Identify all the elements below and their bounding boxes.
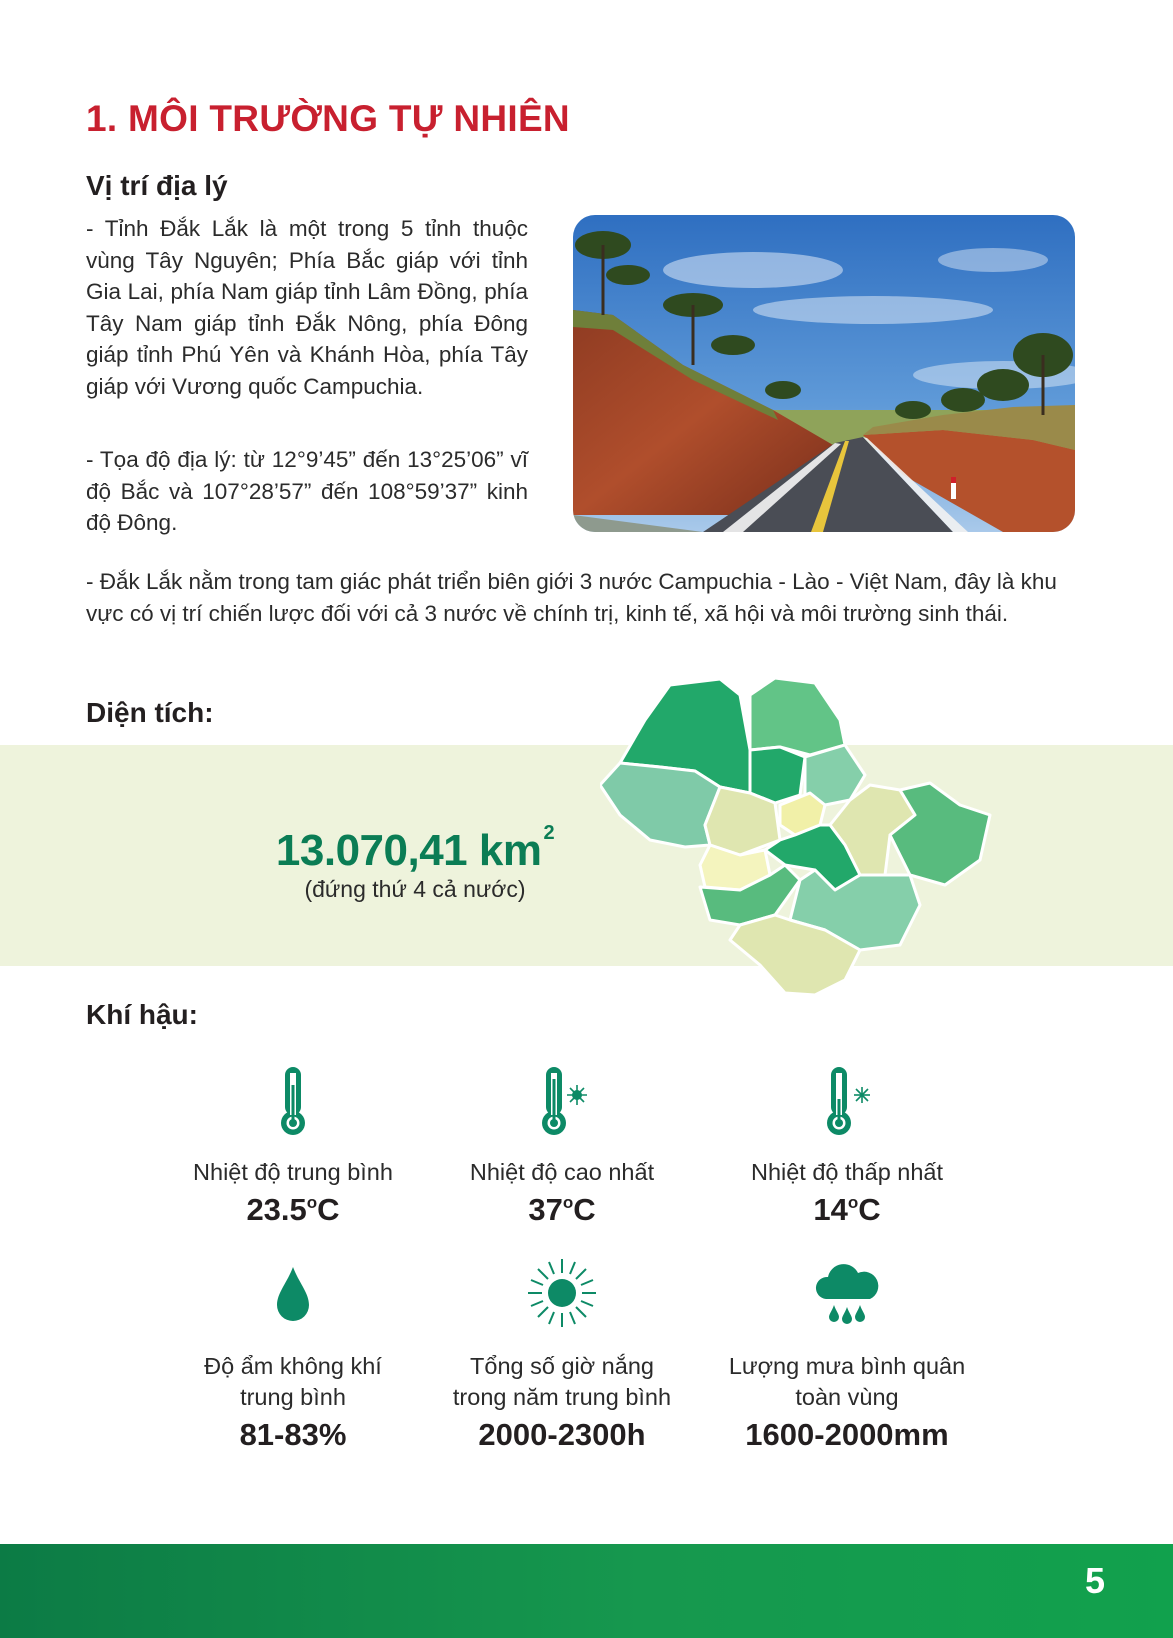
climate-heading: Khí hậu: [86,999,198,1030]
thermometer-sun-icon [532,1065,592,1137]
climate-stat-label: Nhiệt độ cao nhất [469,1159,655,1185]
road-photo-illustration [573,215,1075,532]
section-title: 1. MÔI TRƯỜNG TỰ NHIÊN [86,98,570,139]
area-value [230,822,600,876]
climate-stat-sunshine [412,1263,712,1453]
area-heading: Diện tích: [86,697,214,728]
climate-stat-label-line2: toàn vùng [795,1384,899,1410]
climate-stat-label-line1: Lượng mưa bình quân [728,1353,966,1379]
rain-cloud-icon [812,1263,882,1327]
map-district-north [750,678,845,755]
climate-stat-label-line1: Độ ẩm không khí [204,1353,382,1379]
climate-stat-rainfall [697,1263,997,1453]
climate-stat-label-line2: trung bình [240,1384,346,1410]
location-paragraph-triangle: - Đắk Lắk nằm trong tam giác phát triển biên giới 3 nước Campuchia - Lào - Việt Nam, đây là khu vực có vị trí chiến lược đối với cả 3 nước về chính trị, kinh tế, xã hội và môi trường sinh thái. [86,569,1057,626]
climate-stat-label-line1: Tổng số giờ nắng [470,1353,654,1379]
climate-stat-humidity [143,1263,443,1453]
climate-stat-max-temp [412,1065,712,1228]
sun-icon [526,1257,598,1329]
map-district-east [890,783,990,885]
climate-stat-value: 2000-2300h [478,1417,646,1452]
area-unit-superscript: 2 [543,822,555,844]
location-paragraph-coordinates: - Tọa độ địa lý: từ 12°9’45” đến 13°25’06” vĩ độ Bắc và 107°28’57” đến 108°59’37” kinh độ Đông. [86,447,528,535]
footer-bar [0,1544,1173,1638]
province-district-map [600,675,1050,1035]
climate-stat-label: Nhiệt độ trung bình [193,1159,393,1185]
climate-stat-label: Nhiệt độ thấp nhất [750,1159,944,1185]
climate-stat-value: 23.5$^o$C [246,1192,340,1227]
road-landscape-photo [573,215,1075,532]
climate-stat-value: 81-83% [239,1417,347,1452]
climate-stat-avg-temp [143,1065,443,1228]
climate-stat-min-temp [697,1065,997,1228]
location-heading: Vị trí địa lý [86,170,228,201]
thermometer-snow-icon [817,1065,877,1137]
area-rank-note: (đứng thứ 4 cả nước) [304,876,526,902]
climate-stat-value: 14$^o$C [813,1192,881,1227]
area-value-text: 13.070,41 km [275,826,542,875]
map-district-west [600,763,720,847]
map-district-centre-north [750,747,805,803]
page-number: 5 [1084,1560,1105,1601]
location-paragraph-borders: - Tỉnh Đắk Lắk là một trong 5 tỉnh thuộc vùng Tây Nguyên; Phía Bắc giáp với tỉnh Gia Lai, phía Nam giáp tỉnh Lâm Đồng, phía Tây Nam giáp tỉnh Đắk Nông, phía Đông giáp tỉnh Phú Yên và Khánh Hòa, phía Tây giáp với Vương quốc Campuchia. [86,216,528,399]
climate-stat-value: 1600-2000mm [745,1417,949,1452]
droplet-icon [263,1263,323,1325]
climate-stat-value: 37$^o$C [528,1192,596,1227]
climate-stat-label-line2: trong năm trung bình [452,1384,672,1410]
thermometer-icon [263,1065,323,1137]
